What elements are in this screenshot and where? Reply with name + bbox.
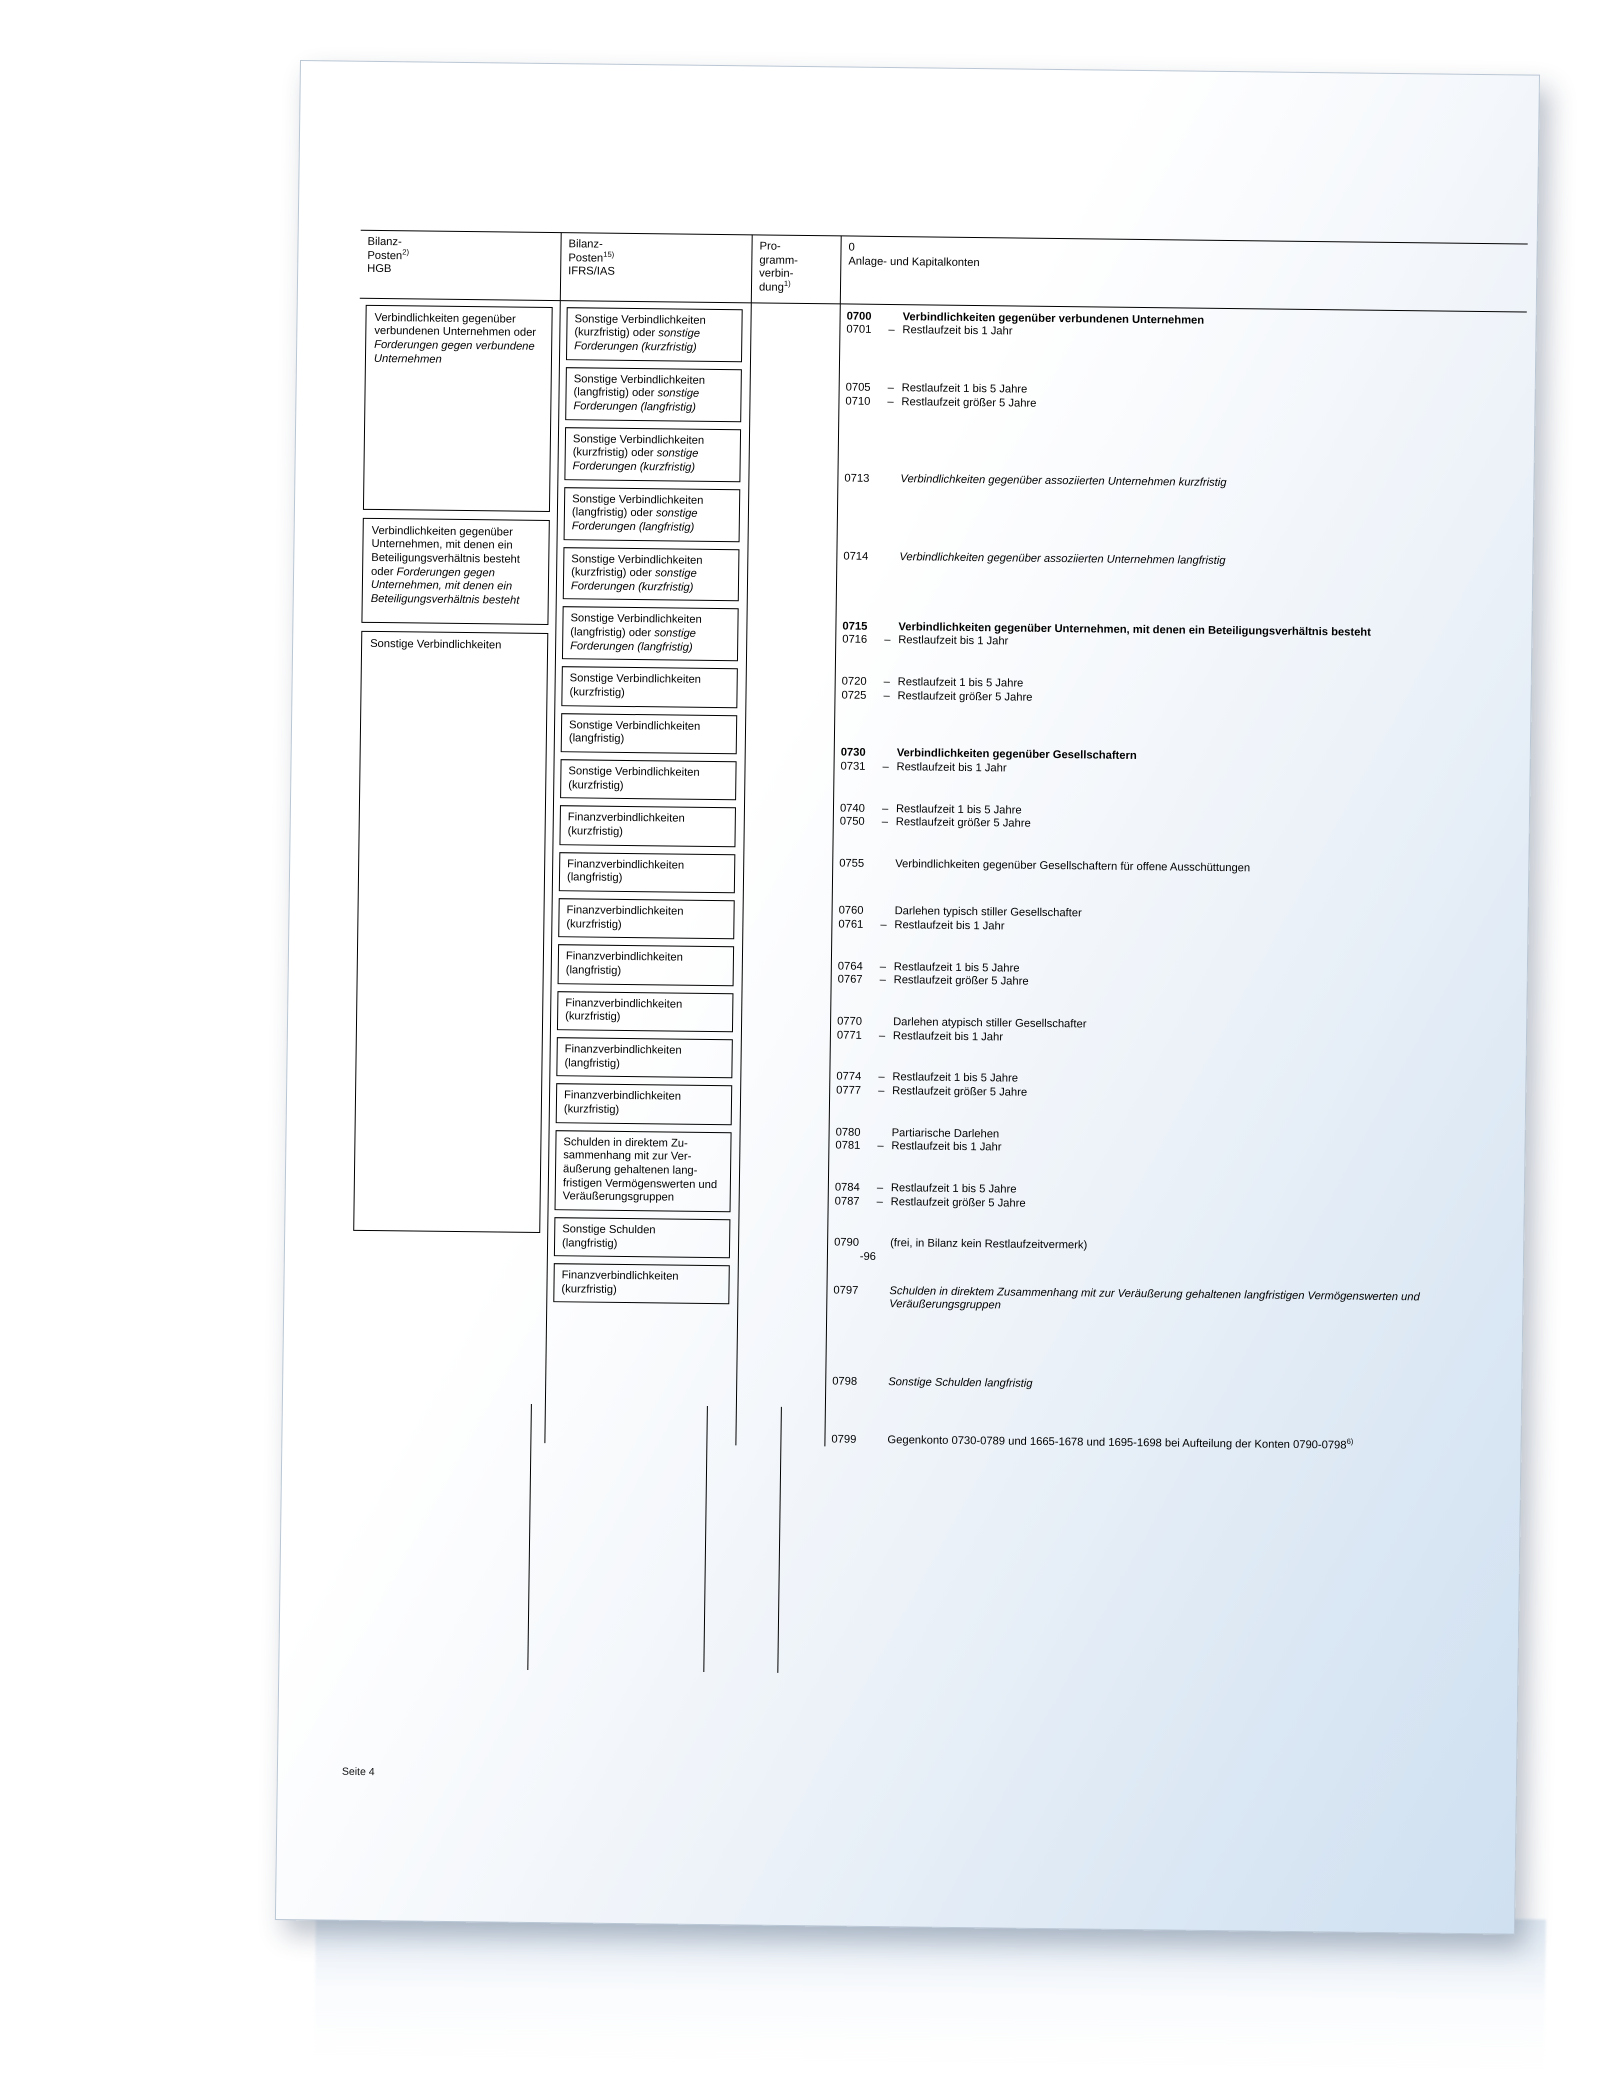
account-dash: [886, 473, 900, 487]
header-col-accounts: [840, 236, 1527, 312]
footnote-marker-6: 6): [1346, 1436, 1354, 1446]
account-number: 0770: [837, 1015, 863, 1028]
header-prog-line3: verbin-: [759, 267, 794, 281]
document-page-wrapper: [275, 60, 1540, 1935]
footnote-marker-2: 2): [402, 247, 410, 257]
account-number: 0764: [837, 960, 863, 973]
account-dash: [884, 621, 898, 635]
account-dash: [874, 1376, 888, 1390]
account-label: Darlehen typisch stiller Gesellschafter: [894, 905, 1082, 920]
account-number: 0705: [845, 381, 871, 394]
account-dash: –: [880, 919, 887, 932]
page-footer: Seite 4: [341, 1765, 375, 1779]
ifrs-box-8: Sonstige Verbindlichkeiten (langfristig): [561, 713, 738, 754]
account-label: Restlaufzeit größer 5 Jahre: [893, 974, 1029, 989]
account-dash: –: [887, 381, 894, 394]
ifrs-box-9: Sonstige Verbindlichkeiten (kurzfristig): [560, 759, 737, 800]
column-rules-continuation: [341, 1402, 1453, 1681]
account-number: 0713: [844, 472, 870, 486]
rule-col3: [777, 1407, 782, 1673]
account-number: 0780: [835, 1126, 861, 1139]
account-dash: [880, 905, 894, 919]
header-accounts-class: 0: [848, 241, 855, 254]
account-number: -96: [859, 1250, 877, 1263]
account-number: 0700: [846, 310, 872, 323]
account-dash: [876, 1237, 890, 1251]
header-prog-line2: gramm-: [759, 254, 798, 267]
account-label: Partiarische Darlehen: [891, 1126, 1000, 1141]
account-number: 0730: [840, 746, 866, 759]
account-number: 0715: [842, 620, 868, 633]
header-prog-line1: Pro-: [759, 240, 781, 253]
account-label: Verbindlichkeiten gegenüber assoziierten Unternehmen langfristig: [899, 551, 1226, 567]
account-number: 0784: [834, 1181, 860, 1194]
account-label: Darlehen atypisch stiller Gesellschafter: [893, 1016, 1087, 1031]
header-col-ifrs: [560, 233, 752, 303]
ifrs-box-4: Sonstige Verbindlichkeiten (langfristig) oder sonstige Forderungen (langfristig): [564, 487, 741, 542]
header-ifrs-line1: Bilanz-: [568, 238, 603, 251]
ifrs-box-7: Sonstige Verbindlichkeiten (kurzfristig): [561, 667, 738, 708]
header-prog-line4: dung$^{1)}$: [758, 278, 791, 294]
account-dash: –: [879, 974, 886, 987]
ifrs-box-2: Sonstige Verbindlichkeiten (langfristig) oder sonstige Forderungen (langfristig): [565, 367, 742, 422]
account-label: Restlaufzeit größer 5 Jahre: [895, 816, 1031, 830]
account-label: Restlaufzeit größer 5 Jahre: [901, 395, 1037, 410]
account-dash: [882, 1251, 896, 1265]
account-dash: –: [881, 802, 889, 815]
account-dash: –: [879, 960, 887, 973]
ifrs-box-1: Sonstige Verbindlichkeiten (kurzfristig) oder sonstige Forderungen (kurzfristig): [566, 307, 743, 362]
account-number: 0797: [833, 1284, 859, 1297]
account-label: Schulden in direktem Zusammenhang mit zur Veräußerung gehaltenen langfristigen Vermögenswerten und Veräußerungsgruppen: [889, 1284, 1420, 1312]
account-label: Verbindlichkeiten gegenüber Unternehmen, mit denen ein Beteiligungsverhältnis besteht: [898, 620, 1371, 639]
account-dash: [875, 1285, 889, 1312]
account-label: Gegenkonto 0730-0789 und 1665-1678 und 1695-1698 bei Aufteilung der Konten 0790-0798$^{6)}$: [887, 1433, 1354, 1452]
ifrs-box-6: Sonstige Verbindlichkeiten (langfristig) oder sonstige Forderungen (langfristig): [562, 607, 739, 662]
account-label: Verbindlichkeiten gegenüber assoziierten Unternehmen kurzfristig: [900, 473, 1227, 490]
account-label: Restlaufzeit bis 1 Jahr: [902, 324, 1013, 338]
account-number: 0760: [838, 904, 864, 918]
account-label: Restlaufzeit größer 5 Jahre: [890, 1195, 1026, 1210]
ifrs-box-16: Finanzverbindlichkeiten (kurzfristig): [556, 1083, 733, 1124]
account-number: 0771: [836, 1029, 862, 1042]
header-hgb-line3: HGB: [367, 263, 392, 276]
rule-col1: [527, 1404, 532, 1670]
account-label: Verbindlichkeiten gegenüber Gesellschaftern für offene Ausschüttungen: [895, 857, 1251, 875]
account-dash: –: [878, 1029, 886, 1042]
account-dash: –: [883, 675, 891, 688]
document-page: [275, 60, 1540, 1935]
account-label: Restlaufzeit größer 5 Jahre: [892, 1085, 1028, 1099]
account-label: Restlaufzeit bis 1 Jahr: [892, 1029, 1004, 1044]
account-number: 0761: [838, 918, 864, 931]
ifrs-box-5: Sonstige Verbindlichkeiten (kurzfristig) oder sonstige Forderungen (kurzfristig): [563, 547, 740, 602]
account-number: 0714: [843, 550, 869, 563]
account-dash: –: [883, 689, 890, 702]
account-dash: [889, 311, 903, 325]
account-number: 0777: [836, 1084, 862, 1097]
account-dash: –: [887, 395, 894, 408]
account-label: Restlaufzeit 1 bis 5 Jahre: [890, 1182, 1017, 1196]
account-dash: [885, 551, 899, 565]
column-ifrs-cells: [545, 300, 751, 1445]
hgb-box-sonstige-verbindlichkeiten: [353, 630, 548, 1232]
account-dash: –: [888, 324, 895, 337]
account-number: 0755: [839, 857, 865, 870]
account-label: Restlaufzeit bis 1 Jahr: [891, 1140, 1002, 1154]
column-programmverbindung-cells: [736, 302, 840, 1446]
account-dash: –: [882, 760, 889, 773]
account-label: Restlaufzeit bis 1 Jahr: [894, 919, 1005, 933]
ifrs-box-12: Finanzverbindlichkeiten (kurzfristig): [558, 898, 735, 939]
account-number: 0740: [839, 801, 865, 815]
footnote-marker-15: 15): [603, 249, 615, 259]
account-label: Restlaufzeit bis 1 Jahr: [896, 760, 1007, 775]
header-col-hgb: [360, 230, 561, 300]
rule-col2: [703, 1406, 708, 1672]
account-dash: –: [878, 1085, 885, 1098]
account-dash: –: [876, 1182, 884, 1195]
account-dash: –: [877, 1140, 884, 1153]
account-label: Restlaufzeit größer 5 Jahre: [897, 689, 1033, 704]
ifrs-box-11: Finanzverbindlichkeiten (langfristig): [559, 852, 736, 893]
account-number: 0725: [841, 689, 867, 702]
column-hgb-cells: [344, 298, 560, 1444]
account-number: 0701: [846, 323, 872, 337]
hgb-box-beteiligungsverhaeltnis: Verbindlichkeiten gegenüber Unternehmen, mit denen ein Beteiligungsverhältnis besteht oder Forderungen gegen Unternehmen, mit denen ein Beteiligungsverhältnis besteht: [361, 517, 549, 624]
ifrs-box-3: Sonstige Verbindlichkeiten (kurzfristig) oder sonstige Forderungen (kurzfristig): [564, 427, 741, 482]
account-label: Restlaufzeit 1 bis 5 Jahre: [895, 802, 1022, 817]
account-dash: –: [884, 634, 891, 647]
ifrs-box-17: Schulden in direktem Zusammenhang mit zur Veräußerung gehaltenen langfristigen Vermögenswerten und Veräußerungsgruppen: [555, 1130, 732, 1212]
header-ifrs-line2: Posten$^{15)}$: [568, 249, 615, 265]
header-hgb-line1: Bilanz-: [367, 235, 402, 249]
account-dash: [879, 1016, 893, 1030]
account-chart-table-area: [344, 230, 1468, 1454]
account-label: Restlaufzeit 1 bis 5 Jahre: [893, 960, 1020, 975]
header-col-programmverbindung: [751, 235, 841, 304]
account-number: 0774: [836, 1070, 862, 1084]
ifrs-box-14: Finanzverbindlichkeiten (kurzfristig): [557, 991, 734, 1032]
header-accounts-title: Anlage- und Kapitalkonten: [848, 255, 980, 269]
account-number: 0720: [841, 675, 867, 688]
account-label: Restlaufzeit 1 bis 5 Jahre: [897, 676, 1024, 690]
account-dash: [878, 1127, 892, 1141]
account-number: 0799: [831, 1433, 857, 1446]
footnote-marker-1: 1): [783, 278, 791, 289]
account-number: 0710: [845, 395, 871, 408]
account-number: 0731: [840, 760, 866, 773]
account-number: 0750: [839, 815, 865, 828]
table-body: [344, 298, 1526, 1455]
account-number: 0787: [834, 1195, 860, 1208]
hgb-box-sonstige-label: Sonstige Verbindlichkeiten: [370, 637, 502, 652]
account-label: Restlaufzeit bis 1 Jahr: [898, 634, 1009, 648]
ifrs-box-18: Sonstige Schulden (langfristig): [554, 1217, 731, 1258]
header-ifrs-line3: IFRS/IAS: [568, 265, 615, 279]
account-number: 0781: [835, 1139, 861, 1153]
ifrs-box-13: Finanzverbindlichkeiten (langfristig): [558, 944, 735, 985]
account-number: 0716: [842, 633, 868, 647]
account-dash: –: [878, 1071, 885, 1084]
account-chart-table: [344, 230, 1527, 1455]
account-dash: [883, 747, 897, 761]
ifrs-box-19: Finanzverbindlichkeiten (kurzfristig): [553, 1263, 730, 1304]
account-number: 0798: [832, 1375, 858, 1388]
account-number: 0767: [837, 973, 863, 987]
account-label: (frei, in Bilanz kein Restlaufzeitvermerk): [890, 1237, 1088, 1252]
account-label: Restlaufzeit 1 bis 5 Jahre: [892, 1071, 1019, 1086]
account-dash: –: [881, 816, 889, 829]
account-label: Restlaufzeit 1 bis 5 Jahre: [901, 382, 1028, 396]
ifrs-box-15: Finanzverbindlichkeiten (langfristig): [556, 1037, 733, 1078]
account-dash: [881, 858, 895, 872]
hgb-box-verbundene-unternehmen: Verbindlichkeiten gegenüber verbundenen Unternehmen oder Forderungen gegen verbundene Unternehmen: [363, 304, 553, 511]
ifrs-box-10: Finanzverbindlichkeiten (kurzfristig): [559, 806, 736, 847]
column-accounts-cells: [825, 304, 1527, 1455]
account-label: Sonstige Schulden langfristig: [888, 1376, 1033, 1390]
header-hgb-line2: Posten$^{2)}$: [367, 247, 410, 262]
account-number: 0790: [834, 1236, 860, 1250]
account-label: Verbindlichkeiten gegenüber Gesellschaftern: [896, 747, 1137, 763]
account-label: Verbindlichkeiten gegenüber verbundenen Unternehmen: [902, 310, 1205, 327]
account-dash: –: [876, 1195, 883, 1208]
